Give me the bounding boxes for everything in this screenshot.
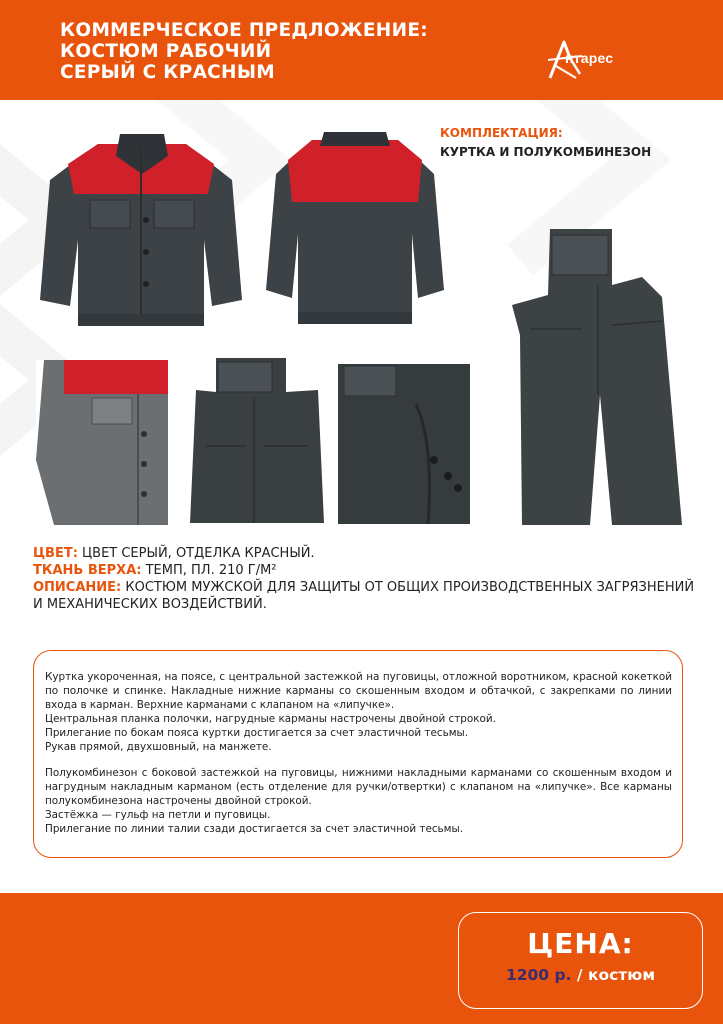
kit-label: КОМПЛЕКТАЦИЯ: [440,126,563,140]
color-label: ЦВЕТ: [33,546,78,561]
overall-paragraph-1: Полукомбинезон с боковой застежкой на пуговицы, нижними накладными карманами со скошенным входом и нагрудным накладным карманом (есть отделение для ручки/отвертки) с клапаном на «липучке». Все карманы полукомбинезона настрочены двойной строкой. [45,767,672,808]
price-label: ЦЕНА: [527,927,634,960]
color-spec [33,545,703,562]
price-amount: 1200 р. [505,966,572,984]
description-value: КОСТЮМ МУЖСКОЙ ДЛЯ ЗАЩИТЫ ОТ ОБЩИХ ПРОИЗВОДСТВЕННЫХ ЗАГРЯЗНЕНИЙ И МЕХАНИЧЕСКИХ ВОЗДЕЙСТВИЙ. [33,580,695,612]
specs-block [33,545,703,613]
antares-logo [546,38,666,82]
description-spec [33,579,703,613]
jacket-paragraph-4: Рукав прямой, двухшовный, на манжете. [45,740,272,753]
kit-block [440,124,651,162]
overall-detail-photo [190,358,324,523]
jacket-back-photo [262,130,448,330]
jacket-paragraph-1: Куртка укороченная, на поясе, с центральной застежкой на пуговицы, отложной воротником, красной кокеткой по полочке и спинке. Накладные нижние карманы со скошенным входом и обтачкой, с закрепками по линии входа в карман. Верхние карманами с клапаном на «липучке». [45,671,672,711]
fabric-spec [33,562,703,579]
jacket-paragraph-2: Центральная планка полочки, нагрудные карманы настрочены двойной строкой. [45,712,496,725]
price-value [458,965,703,985]
fabric-label: ТКАНЬ ВЕРХА: [33,563,142,578]
title-line-3: СЕРЫЙ С КРАСНЫМ [60,62,276,83]
description-label: ОПИСАНИЕ: [33,580,122,595]
overall-paragraph-3: Прилегание по линии талии сзади достигается за счет эластичной тесьмы. [45,823,464,836]
color-value: ЦВЕТ СЕРЫЙ, ОТДЕЛКА КРАСНЫЙ. [77,546,315,561]
jacket-detail-photo [36,360,168,525]
fabric-value: ТЕМП, ПЛ. 210 Г/М² [141,563,277,578]
title-line-2: КОСТЮМ РАБОЧИЙ [60,41,272,62]
logo-text: нтарес [565,50,614,66]
overall-full-photo [512,225,682,525]
jacket-paragraph-3: Прилегание по бокам пояса куртки достигается за счет эластичной тесьмы. [45,726,469,739]
kit-value: КУРТКА И ПОЛУКОМБИНЕЗОН [440,145,652,159]
overall-paragraph-2: Застёжка — гульф на петли и пуговицы. [45,809,271,822]
description-text [45,671,672,837]
title-line-1: КОММЕРЧЕСКОЕ ПРЕДЛОЖЕНИЕ: [60,20,428,41]
overall-side-photo [338,364,470,524]
jacket-front-photo [36,130,246,330]
price-unit: / костюм [571,966,656,984]
page-title [60,20,428,83]
